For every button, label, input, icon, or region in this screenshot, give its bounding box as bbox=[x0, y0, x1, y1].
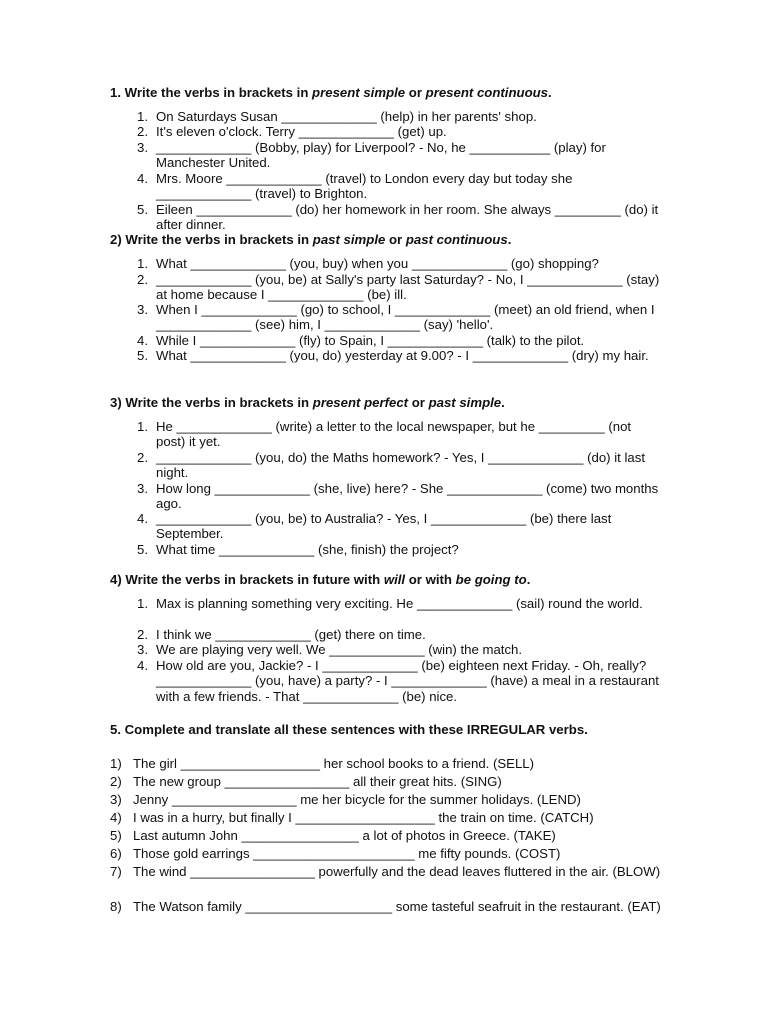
section-4-item-1: 1. Max is planning something very exciting. He _____________ (sail) round the world. bbox=[137, 596, 643, 611]
section-2-heading: 2) Write the verbs in brackets in past simple or past continuous. bbox=[110, 232, 512, 247]
section-5-item-4: 4) I was in a hurry, but finally I ___________________ the train on time. (CATCH) bbox=[110, 810, 594, 825]
section-2-item-1: 1. What _____________ (you, buy) when you _____________ (go) shopping? bbox=[137, 256, 599, 271]
section-2-item-4: 4. While I _____________ (fly) to Spain, I _____________ (talk) to the pilot. bbox=[137, 333, 585, 348]
section-4-item-4: 4. How old are you, Jackie? - I _____________ (be) eighteen next Friday. - Oh, really? _____________ (you, have) a party? - I _____________ (have) a meal in a restaurant with a few friends. - That _____________ (be) nice. bbox=[137, 658, 663, 704]
section-4-item-3: 3. We are playing very well. We _____________ (win) the match. bbox=[137, 642, 523, 657]
section-5-item-7: 7) The wind _________________ powerfully and the dead leaves fluttered in the air. (BLOW) bbox=[110, 864, 661, 879]
section-3-heading: 3) Write the verbs in brackets in present perfect or past simple. bbox=[110, 395, 505, 410]
section-5-item-6: 6) Those gold earrings ______________________ me fifty pounds. (COST) bbox=[110, 846, 561, 861]
section-5-item-2: 2) The new group _________________ all their great hits. (SING) bbox=[110, 774, 502, 789]
section-3-item-2: 2. _____________ (you, do) the Maths homework? - Yes, I _____________ (do) it last night. bbox=[137, 450, 649, 481]
section-2-item-3: 3. When I _____________ (go) to school, I _____________ (meet) an old friend, when I _____________ (see) him, I _____________ (say) 'hello'. bbox=[137, 302, 659, 333]
section-5-item-5: 5) Last autumn John ________________ a lot of photos in Greece. (TAKE) bbox=[110, 828, 556, 843]
section-1-heading: 1. Write the verbs in brackets in present simple or present continuous. bbox=[110, 85, 552, 100]
section-5-item-1: 1) The girl ___________________ her school books to a friend. (SELL) bbox=[110, 756, 535, 771]
section-3-item-3: 3. How long _____________ (she, live) here? - She _____________ (come) two months ago. bbox=[137, 481, 662, 512]
section-5-item-8: 8) The Watson family ____________________ some tasteful seafruit in the restaurant. (EAT) bbox=[110, 899, 661, 914]
section-5-item-3: 3) Jenny _________________ me her bicycle for the summer holidays. (LEND) bbox=[110, 792, 581, 807]
section-1-item-5: 5. Eileen _____________ (do) her homework in her room. She always _________ (do) it after dinner. bbox=[137, 202, 662, 233]
section-1-item-4: 4. Mrs. Moore _____________ (travel) to London every day but today she _____________ (travel) to Brighton. bbox=[137, 171, 577, 202]
section-1-item-3: 3. _____________ (Bobby, play) for Liverpool? - No, he ___________ (play) for Manchester United. bbox=[137, 140, 610, 171]
section-1-item-2: 2. It's eleven o'clock. Terry _____________ (get) up. bbox=[137, 124, 447, 139]
section-5-heading: 5. Complete and translate all these sentences with these IRREGULAR verbs. bbox=[110, 722, 588, 737]
section-3-item-4: 4. _____________ (you, be) to Australia? - Yes, I _____________ (be) there last September. bbox=[137, 511, 615, 542]
section-2-item-2: 2. _____________ (you, be) at Sally's party last Saturday? - No, I _____________ (stay) at home because I _____________ (be) ill. bbox=[137, 272, 663, 303]
section-4-item-2: 2. I think we _____________ (get) there on time. bbox=[137, 627, 426, 642]
section-2-item-5: 5. What _____________ (you, do) yesterday at 9.00? - I _____________ (dry) my hair. bbox=[137, 348, 649, 363]
section-3-item-5: 5. What time _____________ (she, finish) the project? bbox=[137, 542, 459, 557]
section-1-item-1: 1. On Saturdays Susan _____________ (help) in her parents' shop. bbox=[137, 109, 537, 124]
section-3-item-1: 1. He _____________ (write) a letter to the local newspaper, but he _________ (not post) it yet. bbox=[137, 419, 635, 450]
section-4-heading: 4) Write the verbs in brackets in future with will or with be going to. bbox=[110, 572, 531, 587]
